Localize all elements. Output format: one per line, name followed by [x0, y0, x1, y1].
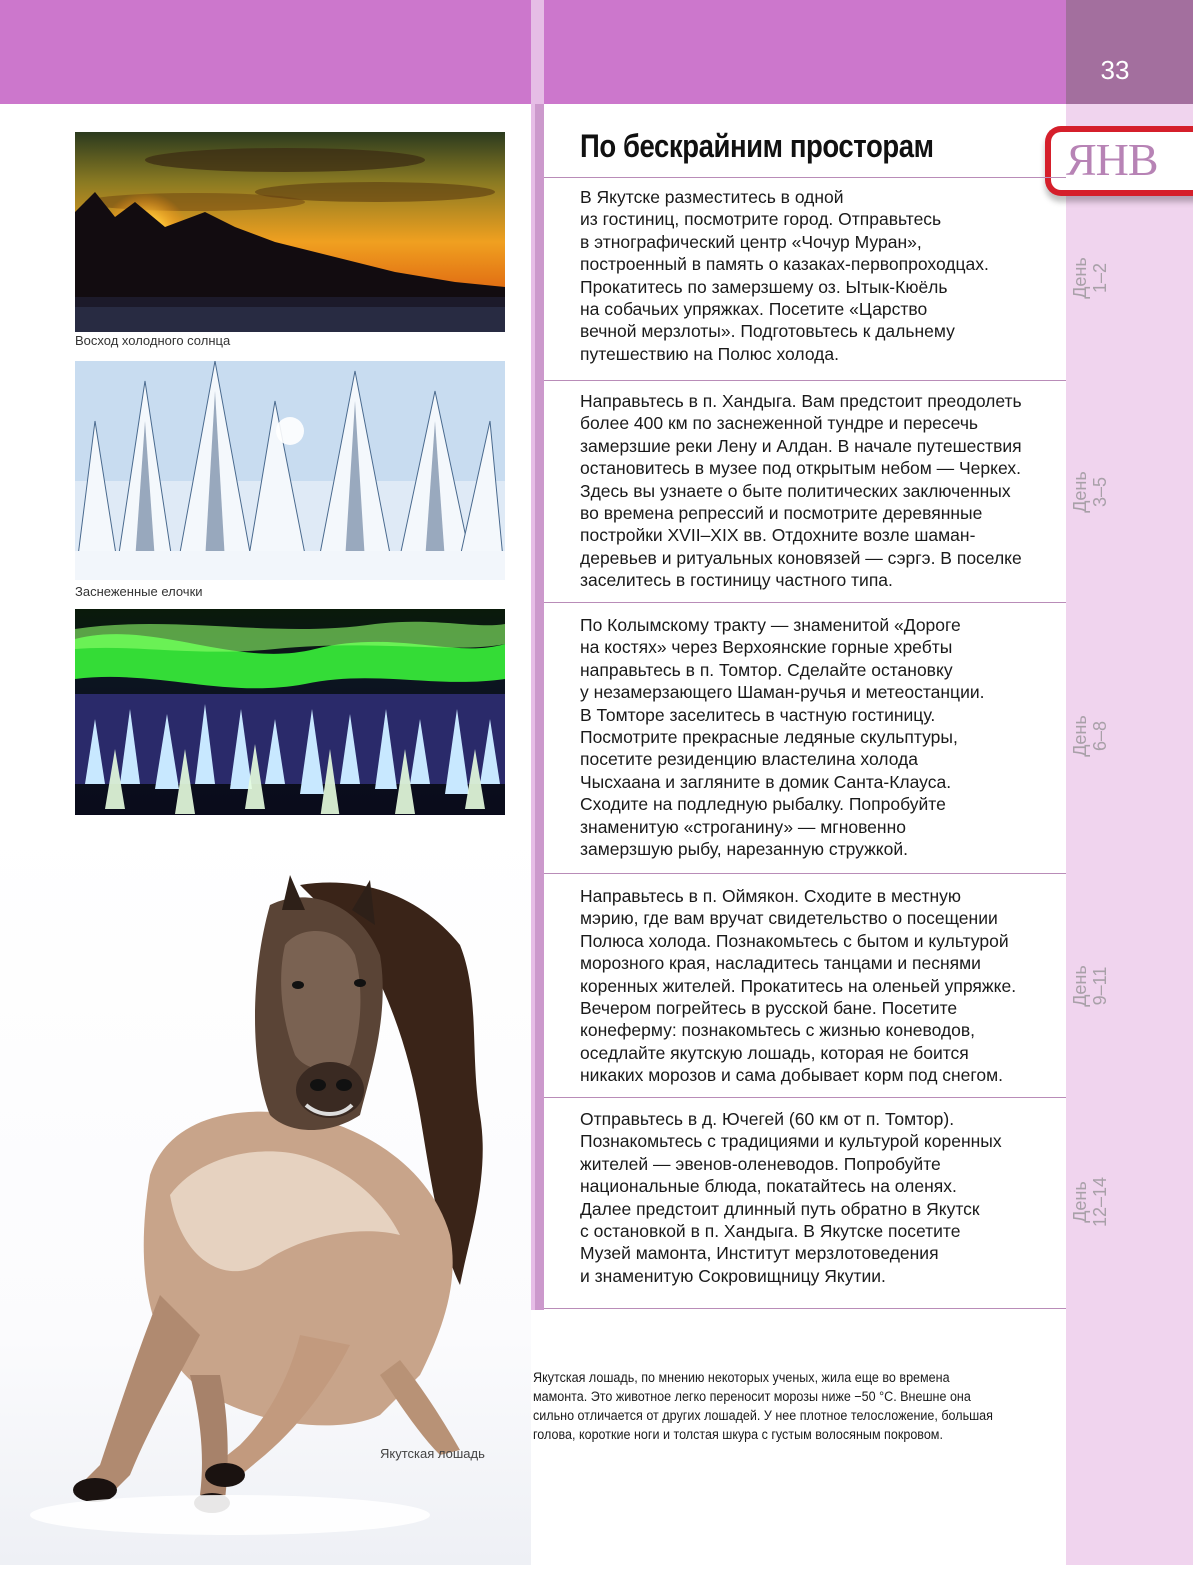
- day-range: 9–11: [1090, 966, 1110, 1006]
- itinerary-day-1-2-text: В Якутске разместитесь в одной из гостиниц, посмотрите город. Отправьтесь в этнографический центр «Чочур Муран», построенный в память о казаках-первопроходцах. Прокатитесь по замерзшему оз. Ытык-Кюёль на собачьих упряжках. Посетите «Царство вечной мерзлоты». Подготовьтесь к дальнему путешествию на Полюс холода.: [580, 187, 989, 364]
- day-label-6-8: [1066, 666, 1114, 806]
- title-divider: [544, 177, 1066, 178]
- section-divider: [544, 1097, 1066, 1098]
- day-range: 3–5: [1090, 476, 1110, 508]
- day-range: 1–2: [1090, 262, 1110, 294]
- day-word: День: [1070, 965, 1090, 1007]
- page-number: 33: [1100, 55, 1130, 85]
- day-word: День: [1070, 471, 1090, 513]
- itinerary-day-9-11-text: Направьтесь в п. Оймякон. Сходите в местную мэрию, где вам вручат свидетельство о посещении Полюса холода. Познакомьтесь с бытом и культурой морозного края, насладитесь танцами и песнями коренных жителей. Прокатитесь на оленьей упряжке. Вечером погрейтесь в русской бане. Посетите конеферму: познакомьтесь с жизнью коневодов, оседлайте якутскую лошадь, которая не боится никаких морозов и сама добывает корм под снегом.: [580, 886, 1017, 1086]
- itinerary-day-3-5-text: Направьтесь в п. Хандыга. Вам предстоит преодолеть более 400 км по заснеженной тундре и пересечь замерзшие реки Лену и Алдан. В начале путешествия остановитесь в музее под открытым небом — Черкех. Здесь вы узнаете о быте политических заключенных во времена репрессий и посмотрите деревянные постройки XVII–XIX вв. Отдохните возле шаман- деревьев и ритуальных коновязей — сэргэ. В поселке заселитесь в гостиницу частного типа.: [580, 391, 1022, 591]
- header-band-left: [0, 0, 531, 104]
- day-range: 12–14: [1090, 1176, 1110, 1228]
- day-word: День: [1070, 257, 1090, 299]
- photo-caption: Заснеженные елочки: [75, 584, 203, 599]
- photo-aurora: [75, 609, 505, 837]
- section-divider: [544, 873, 1066, 874]
- day-label-1-2: [1066, 208, 1114, 348]
- horse-note: Якутская лошадь, по мнению некоторых ученых, жила еще во времена мамонта. Это животное легко переносит морозы ниже −50 °С. Внешне она сильно отличается от других лошадей. У нее плотное телосложение, большая голова, короткие ноги и толстая шкура с густым волосяным покровом.: [533, 1370, 993, 1442]
- section-divider: [544, 380, 1066, 381]
- day-label-3-5: [1066, 422, 1114, 562]
- itinerary-day-12-14-text: Отправьтесь в д. Ючегей (60 км от п. Томтор). Познакомьтесь с традициями и культурой коренных жителей — эвенов-оленеводов. Попробуйте национальные блюда, покатайтесь на оленях. Далее предстоит длинный путь обратно в Якутск с остановкой в п. Хандыга. В Якутске посетите Музей мамонта, Институт мерзлотоведения и знаменитую Сокровищницу Якутии.: [580, 1109, 1002, 1286]
- itinerary-day-6-8-text: По Колымскому тракту — знаменитой «Дороге на костях» через Верхоянские горные хребты направьтесь в п. Томтор. Сделайте остановку у незамерзающего Шаман-ручья и метеостанции. В Томторе заселитесь в частную гостиницу. Посмотрите прекрасные ледяные скульптуры, посетите резиденцию властелина холода Чысхаана и загляните в домик Санта-Клауса. Сходите на подледную рыбалку. Попробуйте знаменитую «строганину» — мгновенно замерзшую рыбу, нарезанную стружкой.: [580, 615, 985, 860]
- day-word: День: [1070, 715, 1090, 757]
- column-separator-inner: [535, 104, 544, 1310]
- article-title: По бескрайним просторам: [580, 128, 934, 164]
- day-word: День: [1070, 1181, 1090, 1223]
- day-label-12-14: [1066, 1132, 1114, 1272]
- horse-caption: Якутская лошадь: [380, 1446, 485, 1461]
- header-band-right: [544, 0, 1066, 104]
- section-divider: [544, 1308, 1066, 1309]
- month-label: ЯНВ: [1066, 134, 1158, 185]
- photo-sunrise: [75, 132, 505, 332]
- day-label-9-11: [1066, 916, 1114, 1056]
- day-range: 6–8: [1090, 720, 1110, 752]
- photo-snowy-trees: [75, 361, 505, 580]
- photo-caption: Восход холодного солнца: [75, 333, 231, 348]
- section-divider: [544, 602, 1066, 603]
